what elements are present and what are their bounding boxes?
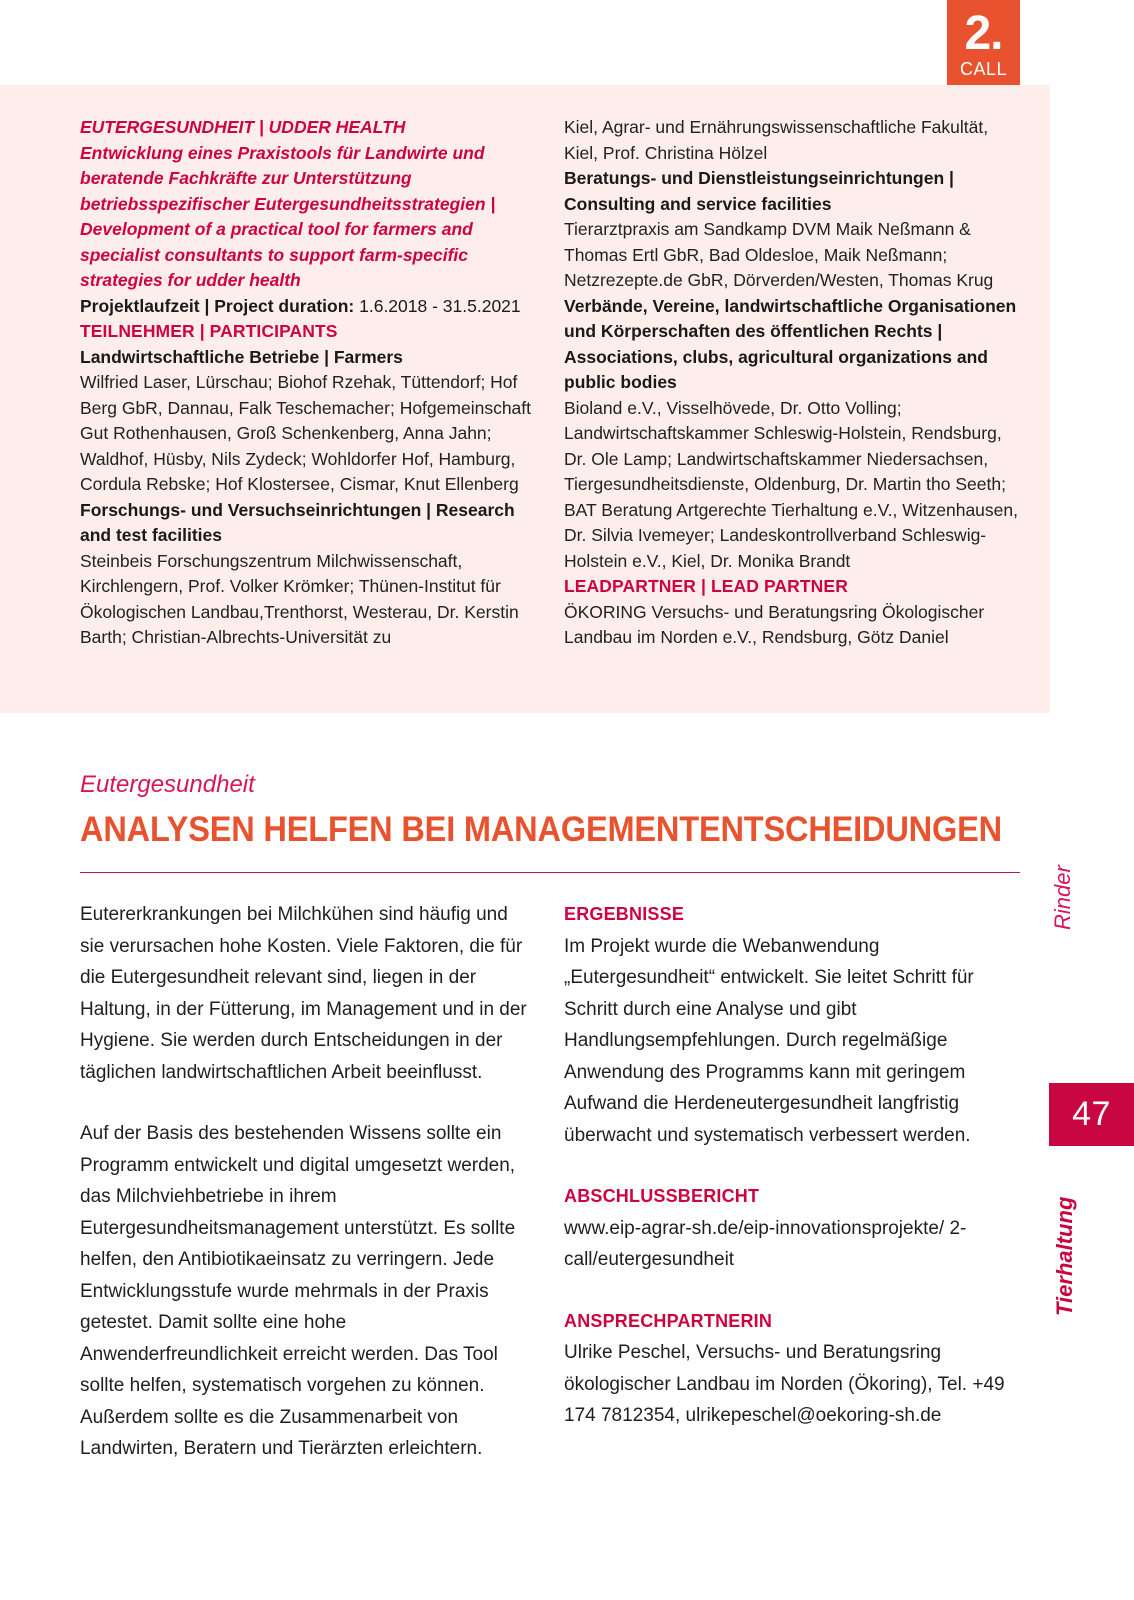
contact-heading: ANSPRECHPARTNERIN	[564, 1310, 773, 1331]
headline-divider	[80, 872, 1020, 873]
report-url[interactable]: www.eip-agrar-sh.de/eip-innovationsprojekte/ 2-call/eutergesundheit	[564, 1217, 967, 1270]
results-text: Im Projekt wurde die Webanwendung „Eutergesundheit“ entwickelt. Sie leitet Schritt für Schritt durch eine Analyse und gibt Handlungsempfehlungen. Durch regelmäßige Anwendung des Programms kann mit geringem Aufwand die Herdeneutergesundheit langfristig überwacht und systematisch verbessert werden.	[564, 935, 974, 1146]
info-panel-columns	[80, 115, 1020, 651]
research-list-continued: Kiel, Agrar- und Ernährungswissenschaftliche Fakultät, Kiel, Prof. Christina Hölzel	[564, 117, 989, 163]
side-category-bottom: Tierhaltung	[1052, 1196, 1077, 1316]
call-number: 2.	[964, 7, 1003, 60]
project-subtitle: Entwicklung eines Praxistools für Landwirte und beratende Fachkräfte zur Unterstützung betriebsspezifischer Eutergesundheitsstrategien | Development of a practical tool for farmers and specialist consultants to support farm-specific strategies for udder health	[80, 142, 496, 290]
article-paragraph-2: Auf der Basis des bestehenden Wissens sollte ein Programm entwickelt und digital umgesetzt werden, das Milchviehbetriebe in ihrem Eutergesundheitsmanagement unterstützt. Es sollte helfen, den Antibiotikaeinsatz zu verringern. Jede Entwicklungsstufe wurde mehrmals in der Praxis getestet. Damit sollte eine hohe Anwenderfreundlichkeit erreicht werden. Das Tool sollte helfen, systematisch vorgehen zu können. Außerdem sollte es die Zusammenarbeit von Landwirten, Beratern und Tierärzten erleichtern.	[80, 1123, 516, 1459]
article-paragraph-1: Eutererkrankungen bei Milchkühen sind häufig und sie verursachen hohe Kosten. Viele Faktoren, die für die Eutergesundheit relevant sind, liegen in der Haltung, in der Fütterung, im Management und in der Hygiene. Sie werden durch Entscheidungen in der täglichen landwirtschaftlichen Arbeit beeinflusst.	[80, 904, 527, 1083]
leadpartner-heading: LEADPARTNER | LEAD PARTNER	[564, 576, 848, 596]
consulting-list: Tierarztpraxis am Sandkamp DVM Maik Neßmann & Thomas Ertl GbR, Bad Oldesloe, Maik Neßmann; Netzrezepte.de GbR, Dörverden/Westen, Thomas Krug	[564, 219, 994, 290]
associations-heading: Verbände, Vereine, landwirtschaftliche Organisationen und Körperschaften des öffentlichen Rechts | Associations, clubs, agricultural organizations and public bodies	[564, 295, 1017, 392]
call-label: CALL	[959, 59, 1008, 79]
article-right-column	[564, 899, 1020, 1465]
associations-list: Bioland e.V., Visselhövede, Dr. Otto Volling; Landwirtschaftskammer Schleswig-Holstein, Rendsburg, Dr. Ole Lamp; Landwirtschaftskammer Niedersachsen, Tiergesundheitsdienste, Oldenburg, Dr. Martin tho Seeth; BAT Beratung Artgerechte Tierhaltung e.V., Witzenhausen, Dr. Silvia Ivemeyer; Landeskontrollverband Schleswig-Holstein e.V., Kiel, Dr. Monika Brandt	[564, 397, 1018, 571]
results-heading: ERGEBNISSE	[564, 904, 685, 924]
side-category-top: Rinder	[1050, 865, 1075, 930]
contact-text: Ulrike Peschel, Versuchs- und Beratungsring ökologischer Landbau im Norden (Ökoring), Tel. +49 174 7812354, ulrikepeschel@oekoring-sh.de	[564, 1342, 1005, 1426]
article-left-column	[80, 899, 536, 1465]
report-heading: ABSCHLUSSBERICHT	[564, 1186, 760, 1206]
research-list: Steinbeis Forschungszentrum Milchwissenschaft, Kirchlengern, Prof. Volker Krömker; Thünen-Institut für Ökologischen Landbau,Trenthorst, Westerau, Dr. Kerstin Barth; Christian-Albrechts-Universität zu	[80, 550, 519, 647]
leadpartner-text: ÖKORING Versuchs- und Beratungsring Ökologischer Landbau im Norden e.V., Rendsburg, Götz Daniel	[564, 601, 985, 647]
project-duration-label: Projektlaufzeit | Project duration:	[80, 295, 355, 316]
project-duration-value: 1.6.2018 - 31.5.2021	[354, 295, 521, 316]
project-info-panel	[0, 85, 1050, 713]
article-headline: ANALYSEN HELFEN BEI MANAGEMENTENTSCHEIDUNGEN	[80, 810, 1002, 849]
farmers-heading: Landwirtschaftliche Betriebe | Farmers	[80, 346, 403, 367]
article-columns	[80, 899, 1020, 1465]
project-title: EUTERGESUNDHEIT | UDDER HEALTH	[80, 117, 406, 137]
research-heading: Forschungs- und Versuchseinrichtungen | Research and test facilities	[80, 499, 515, 545]
page-number: 47	[1072, 1095, 1111, 1133]
consulting-heading: Beratungs- und Dienstleistungseinrichtungen | Consulting and service facilities	[564, 168, 954, 214]
info-right-column	[564, 115, 1020, 651]
article-section	[80, 770, 1020, 1465]
info-left-column	[80, 115, 536, 651]
project-duration	[80, 294, 536, 320]
farmers-list: Wilfried Laser, Lürschau; Biohof Rzehak, Tüttendorf; Hof Berg GbR, Dannau, Falk Teschemacher; Hofgemeinschaft Gut Rothenhausen, Groß Schenkenberg, Anna Jahn; Waldhof, Hüsby, Nils Zydeck; Wohldorfer Hof, Hamburg, Cordula Rebske; Hof Klostersee, Cismar, Knut Ellenberg	[80, 372, 532, 494]
participants-heading: TEILNEHMER | PARTICIPANTS	[80, 321, 338, 341]
article-kicker: Eutergesundheit	[80, 771, 255, 798]
page-number-box	[1049, 1083, 1134, 1146]
